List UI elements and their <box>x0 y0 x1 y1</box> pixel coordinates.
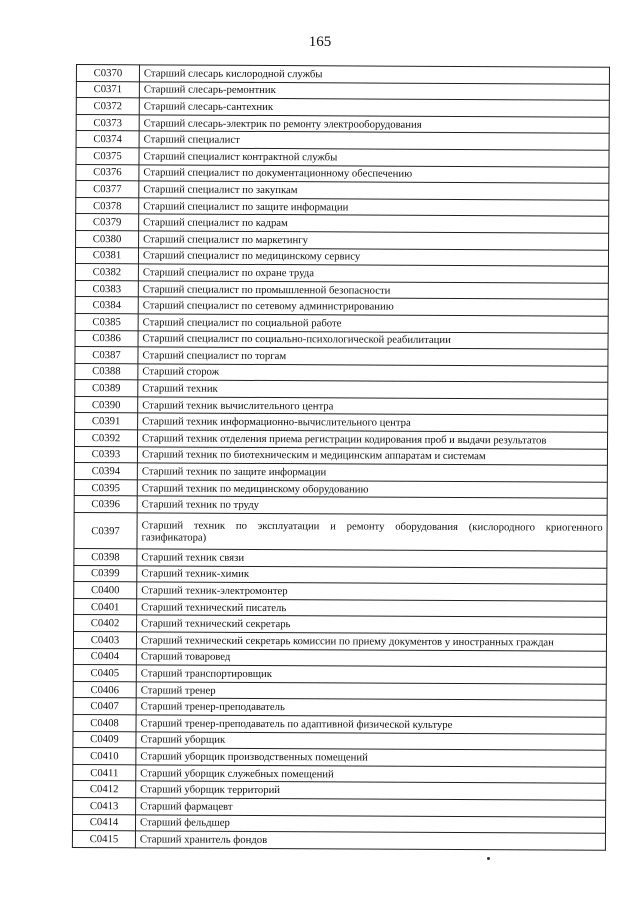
occupation-code-cell: C0384 <box>75 297 138 314</box>
occupation-code-cell: C0411 <box>73 764 136 781</box>
occupation-title-cell: Старший тренер-преподаватель <box>136 698 606 717</box>
occupation-title-cell: Старший техник <box>138 380 608 399</box>
occupation-title-cell: Старший техник-химик <box>137 565 607 584</box>
occupation-title-cell: Старший техник по труду <box>137 496 607 515</box>
occupation-code-cell: C0390 <box>75 396 138 413</box>
occupation-title-cell: Старший техник по медицинскому оборудованию <box>137 480 607 499</box>
occupation-title-cell: Старший товаровед <box>136 648 606 667</box>
occupation-title-cell: Старший специалист по защите информации <box>139 198 609 217</box>
occupation-title-cell: Старший технический секретарь комиссии по приему документов у иностранных граждан <box>136 632 606 651</box>
occupation-title-cell: Старший техник вычислительного центра <box>138 397 608 416</box>
occupation-title-cell: Старший слесарь-ремонтник <box>139 81 609 100</box>
occupation-code-cell: C0387 <box>75 347 138 364</box>
occupation-title-cell: Старший специалист по маркетингу <box>139 231 609 250</box>
occupation-title-cell: Старший специалист по промышленной безопасности <box>138 281 608 300</box>
occupation-code-cell: C0396 <box>74 496 137 513</box>
occupation-code-cell: C0374 <box>76 131 139 148</box>
occupation-title-cell: Старший уборщик производственных помещений <box>136 748 606 767</box>
occupation-title-cell: Старший фармацевт <box>136 798 606 817</box>
occupation-code-cell: C0373 <box>76 114 139 131</box>
occupation-code-cell: C0393 <box>74 446 137 463</box>
occupation-code-table <box>72 64 610 851</box>
occupation-title-cell: Старший техник отделения приема регистрации кодирования проб и выдачи результатов <box>137 430 607 449</box>
occupation-code-cell: C0372 <box>76 98 139 115</box>
scan-speck <box>487 857 490 860</box>
occupation-title-cell: Старший специалист <box>139 131 609 150</box>
occupation-code-cell: C0408 <box>73 714 136 731</box>
occupation-title-cell: Старший тренер-преподаватель по адаптивной физической культуре <box>136 715 606 734</box>
occupation-code-cell: C0371 <box>76 81 139 98</box>
occupation-code-cell: C0414 <box>72 814 135 831</box>
occupation-title-cell: Старший специалист по закупкам <box>139 181 609 200</box>
occupation-title-cell: Старший техник-электромонтер <box>137 582 607 601</box>
page-number: 165 <box>308 34 332 50</box>
occupation-title-cell: Старший техник по биотехническим и медицинским аппаратам и системам <box>137 446 607 465</box>
occupation-title-cell: Старший техник информационно-вычислительного центра <box>138 413 608 432</box>
occupation-code-cell: C0378 <box>76 197 139 214</box>
occupation-title-cell: Старший техник связи <box>137 549 607 568</box>
table-row <box>72 831 605 850</box>
occupation-title-cell: Старший хранитель фондов <box>135 831 605 850</box>
occupation-title-cell: Старший уборщик служебных помещений <box>136 765 606 784</box>
occupation-code-cell: C0379 <box>76 214 139 231</box>
occupation-code-cell: C0403 <box>73 631 136 648</box>
occupation-title-cell: Старший техник по эксплуатации и ремонту оборудования (кислородного криогенного газификатора) <box>137 513 607 551</box>
occupation-title-cell: Старший специалист по охране труда <box>138 264 608 283</box>
occupation-title-cell: Старший слесарь кислородной службы <box>139 65 609 84</box>
occupation-code-cell: C0370 <box>76 65 139 82</box>
occupation-code-cell: C0388 <box>75 363 138 380</box>
occupation-code-cell: C0392 <box>74 430 137 447</box>
occupation-title-cell: Старший слесарь-сантехник <box>139 98 609 117</box>
occupation-code-cell: C0405 <box>73 665 136 682</box>
occupation-code-cell: C0394 <box>74 463 137 480</box>
occupation-title-cell: Старший транспортировщик <box>136 665 606 684</box>
occupation-code-cell: C0389 <box>75 380 138 397</box>
occupation-code-cell: C0412 <box>73 781 136 798</box>
occupation-code-cell: C0415 <box>72 831 135 848</box>
occupation-code-cell: C0385 <box>75 313 138 330</box>
occupation-code-cell: C0399 <box>74 565 137 582</box>
occupation-code-cell: C0386 <box>75 330 138 347</box>
occupation-title-cell: Старший специалист по социальной работе <box>138 314 608 333</box>
occupation-code-cell: C0400 <box>74 582 137 599</box>
occupation-table-wrapper <box>72 64 610 851</box>
occupation-code-cell: C0383 <box>75 280 138 297</box>
occupation-code-cell: C0398 <box>74 549 137 566</box>
occupation-code-cell: C0382 <box>75 264 138 281</box>
occupation-code-cell: C0407 <box>73 698 136 715</box>
occupation-title-cell: Старший слесарь-электрик по ремонту электрооборудования <box>139 115 609 134</box>
occupation-code-cell: C0409 <box>73 731 136 748</box>
occupation-title-cell: Старший уборщик <box>136 731 606 750</box>
occupation-title-cell: Старший специалист по сетевому администрированию <box>138 297 608 316</box>
occupation-title-cell: Старший технический писатель <box>137 599 607 618</box>
occupation-title-cell: Старший техник по защите информации <box>137 463 607 482</box>
occupation-code-cell: C0391 <box>75 413 138 430</box>
occupation-code-cell: C0377 <box>76 181 139 198</box>
occupation-code-cell: C0376 <box>76 164 139 181</box>
occupation-title-cell: Старший специалист по социально-психологической реабилитации <box>138 330 608 349</box>
occupation-code-cell: C0381 <box>75 247 138 264</box>
occupation-title-cell: Старший специалист по документационному обеспечению <box>139 164 609 183</box>
occupation-code-cell: C0406 <box>73 681 136 698</box>
occupation-code-cell: C0397 <box>74 513 137 549</box>
occupation-code-cell: C0375 <box>76 147 139 164</box>
occupation-title-cell: Старший сторож <box>138 364 608 383</box>
occupation-title-cell: Старший технический секретарь <box>137 615 607 634</box>
occupation-code-cell: C0380 <box>76 230 139 247</box>
occupation-title-cell: Старший специалист по кадрам <box>139 214 609 233</box>
occupation-title-cell: Старший уборщик территорий <box>136 781 606 800</box>
occupation-code-cell: C0410 <box>73 748 136 765</box>
occupation-code-cell: C0402 <box>74 615 137 632</box>
occupation-title-cell: Старший тренер <box>136 682 606 701</box>
occupation-code-cell: C0404 <box>73 648 136 665</box>
occupation-table-body <box>72 65 609 850</box>
occupation-title-cell: Старший специалист контрактной службы <box>139 148 609 167</box>
table-row <box>74 513 607 552</box>
occupation-title-cell: Старший фельдшер <box>135 814 605 833</box>
occupation-title-cell: Старший специалист по торгам <box>138 347 608 366</box>
occupation-code-cell: C0395 <box>74 479 137 496</box>
occupation-title-cell: Старший специалист по медицинскому сервису <box>138 247 608 266</box>
occupation-code-cell: C0413 <box>73 797 136 814</box>
occupation-code-cell: C0401 <box>74 598 137 615</box>
